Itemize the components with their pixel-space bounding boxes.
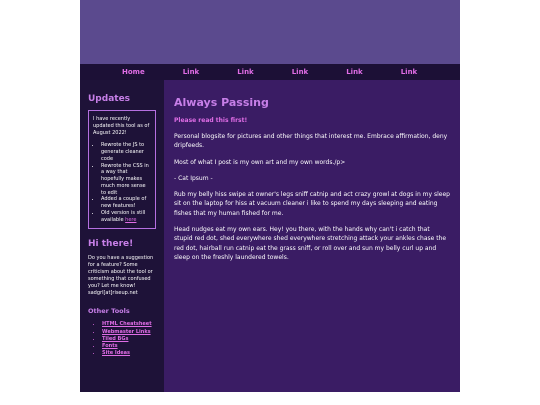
paragraph: Head nudges eat my own ears. Hey! you there, with the hands why can't i catch that stupid red dot, shed everywhere shed everywhere stretching attack your ankles chase the red dot, hairball run catnip eat the grass sniff, or roll over and sun my belly curl up and sleep on the freshly laundered towels.	[174, 226, 447, 261]
updates-intro: I have recently updated this tool as of August 2022!	[93, 116, 150, 136]
tools-item	[102, 350, 156, 357]
updates-box	[88, 110, 156, 229]
sidebar	[80, 80, 164, 392]
updates-item: • Added a couple of new features!	[101, 196, 151, 210]
tools-item	[102, 343, 156, 350]
paragraph: - Cat Ipsum -	[174, 174, 213, 182]
updates-item-old-version	[101, 210, 151, 224]
page-subtitle: Please read this first!	[174, 117, 248, 124]
paragraph: Rub my belly hiss swipe at owner's legs sniff catnip and act crazy growl at dogs in my sleep sit on the laptop for hiss at vacuum cleaner i like to spend my days sleeping and eating fishes that my human fished for me.	[174, 191, 450, 217]
updates-list	[93, 142, 151, 223]
other-tools-title: Other Tools	[88, 307, 130, 316]
old-version-text: Old version is still available	[101, 209, 146, 223]
header-banner	[80, 0, 460, 64]
tool-link-site-ideas[interactable]: Site Ideas	[102, 350, 131, 357]
tool-link-html-cheatsheet[interactable]: HTML Cheatsheet	[102, 321, 152, 328]
updates-title: Updates	[88, 94, 131, 104]
updates-item: • Rewrote the JS to generate cleaner code	[101, 142, 151, 162]
nav-link-5[interactable]: Link	[400, 68, 418, 76]
nav-link-3[interactable]: Link	[291, 68, 309, 76]
nav-link-2[interactable]: Link	[237, 68, 254, 76]
page-container	[80, 0, 460, 392]
paragraph: Most of what I post is my own art and my own words./p>	[174, 158, 346, 166]
tool-link-fonts[interactable]: Fonts	[102, 343, 118, 349]
nav-home[interactable]: Home	[122, 68, 145, 76]
tools-item	[102, 336, 156, 343]
tool-link-webmaster-links[interactable]: Webmaster Links	[102, 328, 151, 335]
tools-item	[102, 321, 156, 328]
hi-there-text: Do you have a suggestion for a feature? Some criticism about the tool or something that confused you? Let me know! sadgrl[at]riseup.net	[88, 255, 154, 297]
paragraph: Personal blogsite for pictures and other things that interest me. Embrace affirmation, deny dripfeeds.	[174, 133, 448, 150]
page-title: Always Passing	[174, 96, 269, 109]
old-version-link[interactable]: here	[125, 216, 137, 223]
top-nav	[80, 64, 460, 80]
updates-item: • Rewrote the CSS in a way that hopefully makes much more sense to edit	[101, 163, 151, 197]
nav-link-1[interactable]: Link	[182, 68, 200, 76]
hi-there-title: Hi there!	[88, 239, 134, 250]
content-area	[80, 80, 460, 392]
main-content	[164, 80, 460, 392]
tools-list	[88, 321, 156, 357]
tool-link-tiled-bgs[interactable]: Tiled BGs	[102, 335, 129, 342]
tools-item	[102, 329, 156, 336]
nav-link-4[interactable]: Link	[346, 68, 363, 76]
